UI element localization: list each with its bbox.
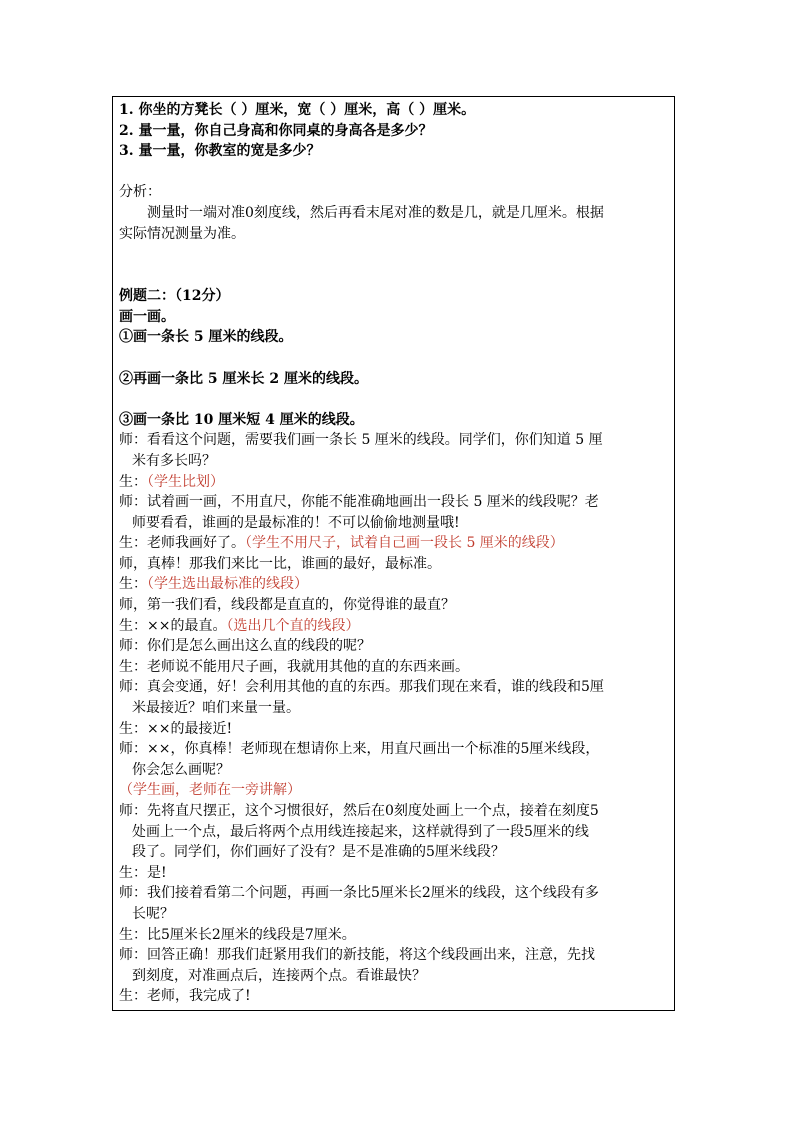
dialogue-line: 生：××的最接近! — [119, 720, 233, 737]
dialogue-line: 师要看看，谁画的是最标准的！不可以偷偷地测量哦! — [132, 514, 460, 531]
dialogue-line: 师：你们是怎么画出这么直的线段的呢？ — [119, 638, 371, 655]
dialogue-line: 长呢？ — [132, 905, 174, 922]
example2-title: 例题二：（12分） — [119, 288, 230, 305]
dialogue-line: 米有多长吗？ — [132, 452, 216, 469]
example2-item-2: ②再画一条比 5 厘米长 2 厘米的线段。 — [119, 370, 368, 387]
dialogue-line: 师：我们接着看第二个问题，再画一条比5厘米长2厘米的线段，这个线段有多 — [119, 885, 599, 902]
dialogue-line: 师：回答正确！那我们赶紧用我们的新技能，将这个线段画出来，注意，先找 — [119, 947, 595, 964]
stage-direction: （学生选出最标准的线段） — [147, 576, 308, 593]
dialogue-line: 师：××，你真棒！老师现在想请你上来，用直尺画出一个标准的5厘米线段， — [119, 741, 600, 758]
example2-item-3: ③画一条比 10 厘米短 4 厘米的线段。 — [119, 411, 364, 428]
stage-direction: （学生画，老师在一旁讲解） — [119, 782, 301, 799]
document-box — [112, 96, 675, 1011]
example2-subtitle: 画一画。 — [119, 308, 175, 325]
dialogue-line — [119, 533, 668, 554]
dialogue-line: 师：看看这个问题，需要我们画一条长 5 厘米的线段。同学们，你们知道 5 厘 — [119, 432, 603, 449]
dialogue-line: 你会怎么画呢？ — [132, 761, 230, 778]
dialogue-line: 生：是! — [119, 864, 167, 881]
dialogue-line — [119, 472, 668, 493]
example2-item-1: ①画一条长 5 厘米的线段。 — [119, 329, 293, 346]
question-2: 2. 量一量，你自己身高和你同桌的身高各是多少？ — [119, 122, 433, 139]
dialogue-line: 到刻度，对准画点后，连接两个点。看谁最快？ — [132, 967, 426, 984]
student-reply: 生：××的最直。 — [119, 617, 227, 634]
dialogue-line: 处画上一个点，最后将两个点用线连接起来，这样就得到了一段5厘米的线 — [132, 823, 589, 840]
analysis-label: 分析： — [119, 184, 161, 201]
dialogue-line: 师，真棒！那我们来比一比，谁画的最好，最标准。 — [119, 555, 441, 572]
speaker-student: 生： — [119, 576, 147, 593]
student-reply: 生：老师我画好了。 — [119, 535, 245, 552]
analysis-line-1: 测量时一端对准0刻度线，然后再看末尾对准的数是几，就是几厘米。根据 — [147, 204, 604, 221]
stage-direction: （学生比划） — [147, 473, 224, 490]
speaker-student: 生： — [119, 473, 147, 490]
dialogue-line: 生：老师，我完成了! — [119, 988, 251, 1005]
analysis-line-2: 实际情况测量为准。 — [119, 225, 245, 242]
dialogue-line: 段了。同学们，你们画好了没有？是不是准确的5厘米线段？ — [132, 844, 505, 861]
dialogue-line: 米最接近？咱们来量一量。 — [132, 700, 300, 717]
dialogue-line: 生：比5厘米长2厘米的线段是7厘米。 — [119, 926, 356, 943]
question-3: 3. 量一量，你教室的宽是多少？ — [119, 143, 321, 160]
dialogue-line: 师：试着画一画，不用直尺，你能不能准确地画出一段长 5 厘米的线段呢？老 — [119, 494, 599, 511]
stage-direction: （学生不用尺子，试着自己画一段长 5 厘米的线段） — [245, 535, 564, 552]
stage-direction: （选出几个直的线段） — [226, 617, 360, 634]
dialogue-line: 生：老师说不能用尺子画，我就用其他的直的东西来画。 — [119, 658, 469, 675]
question-1: 1. 你坐的方凳长（ ）厘米，宽（ ）厘米，高（ ）厘米。 — [119, 102, 476, 118]
dialogue-line: 师：先将直尺摆正，这个习惯很好，然后在0刻度处画上一个点，接着在刻度5 — [119, 803, 599, 819]
dialogue-line: 师，第一我们看，线段都是直直的，你觉得谁的最直？ — [119, 597, 455, 614]
dialogue-line — [119, 574, 668, 595]
dialogue-line: 师：真会变通，好！会利用其他的直的东西。那我们现在来看，谁的线段和5厘 — [119, 679, 604, 696]
dialogue-line — [119, 616, 668, 637]
